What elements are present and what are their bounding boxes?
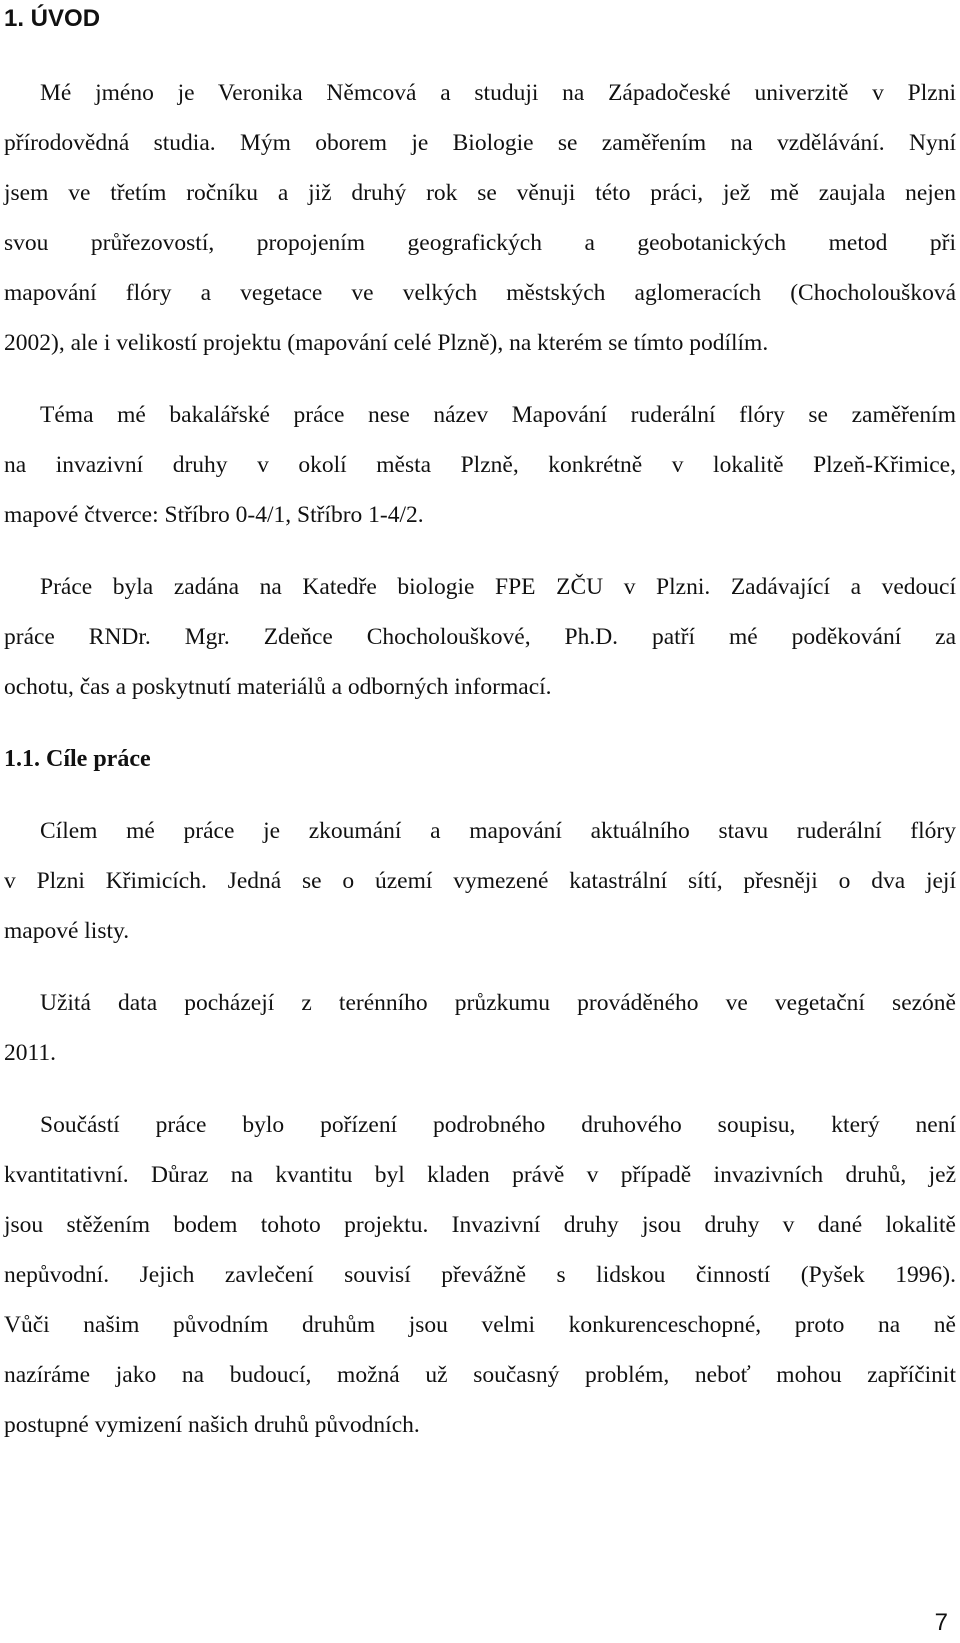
text-line: v Plzni Křimicích. Jedná se o území vymezené katastrální sítí, přesněji o dva její <box>4 868 956 894</box>
topic-paragraph <box>4 390 956 540</box>
inventory-paragraph <box>4 1100 956 1450</box>
text-line: Vůči našim původním druhům jsou velmi konkurenceschopné, proto na ně <box>4 1312 956 1338</box>
text-line: ochotu, čas a poskytnutí materiálů a odborných informací. <box>4 674 552 700</box>
text-line: nazíráme jako na budoucí, možná už současný problém, neboť mohou zapříčinit <box>4 1362 956 1388</box>
page-number: 7 <box>934 1609 948 1636</box>
intro-paragraph <box>4 68 956 368</box>
chapter-heading: 1. ÚVOD <box>4 5 101 32</box>
text-line: Cílem mé práce je zkoumání a mapování aktuálního stavu ruderální flóry <box>40 818 956 844</box>
text-line: přírodovědná studia. Mým oborem je Biologie se zaměřením na vzdělávání. Nyní <box>4 130 956 156</box>
text-line: 2011. <box>4 1040 57 1066</box>
text-line: mapování flóry a vegetace ve velkých městských aglomeracích (Chocholoušková <box>4 280 956 306</box>
text-line: na invazivní druhy v okolí města Plzně, konkrétně v lokalitě Plzeň-Křimice, <box>4 452 956 478</box>
text-line: kvantitativní. Důraz na kvantitu byl kladen právě v případě invazivních druhů, jež <box>4 1162 956 1188</box>
data-source-paragraph <box>4 978 956 1078</box>
text-line: Součástí práce bylo pořízení podrobného druhového soupisu, který není <box>40 1112 956 1138</box>
text-line: Téma mé bakalářské práce nese název Mapování ruderální flóry se zaměřením <box>40 402 956 428</box>
text-line: 2002), ale i velikostí projektu (mapování celé Plzně), na kterém se tímto podílím. <box>4 330 769 356</box>
text-line: postupné vymizení našich druhů původních. <box>4 1412 420 1438</box>
text-line: jsem ve třetím ročníku a již druhý rok se věnuji této práci, jež mě zaujala nejen <box>4 180 956 206</box>
goals-paragraph <box>4 806 956 956</box>
section-heading: 1.1. Cíle práce <box>4 746 151 772</box>
acknowledgement-paragraph <box>4 562 956 712</box>
text-line: Práce byla zadána na Katedře biologie FPE ZČU v Plzni. Zadávající a vedoucí <box>40 574 956 600</box>
text-line: práce RNDr. Mgr. Zdeňce Chocholouškové, Ph.D. patří mé poděkování za <box>4 624 956 650</box>
text-line: nepůvodní. Jejich zavlečení souvisí převážně s lidskou činností (Pyšek 1996). <box>4 1262 956 1288</box>
text-line: mapové čtverce: Stříbro 0-4/1, Stříbro 1-4/2. <box>4 502 424 528</box>
text-line: jsou stěžením bodem tohoto projektu. Invazivní druhy jsou druhy v dané lokalitě <box>4 1212 956 1238</box>
text-line: Mé jméno je Veronika Němcová a studuji na Západočeské univerzitě v Plzni <box>40 80 956 106</box>
text-line: svou průřezovostí, propojením geografických a geobotanických metod při <box>4 230 956 256</box>
text-line: Užitá data pocházejí z terénního průzkumu prováděného ve vegetační sezóně <box>40 990 956 1016</box>
text-line: mapové listy. <box>4 918 130 944</box>
